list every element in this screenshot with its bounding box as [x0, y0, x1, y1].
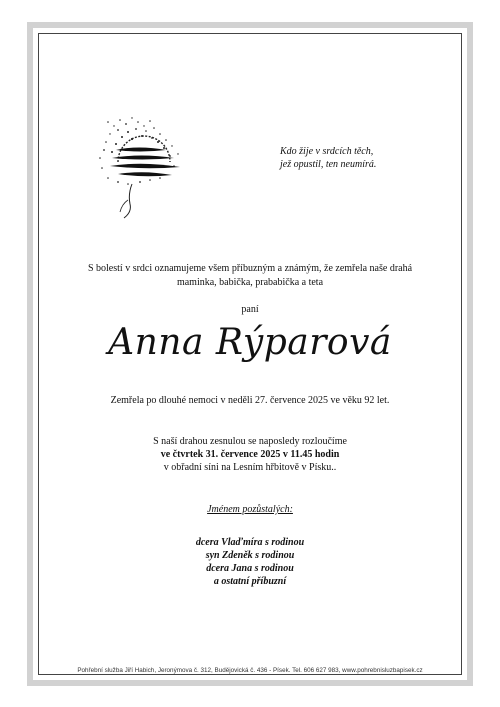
title-word: paní: [241, 304, 259, 315]
family-list: [40, 536, 460, 588]
footer-contact: Pohřební služba Jiří Habich, Jeronýmova č. 312, Budějovická č. 436 - Písek. Tel. 606 627 983, www.pohrebnisluzbapisek.cz: [77, 667, 423, 674]
farewell-place: v obřadní síni na Lesním hřbitově v Písku..: [163, 462, 337, 473]
family-member: dcera Vlaďmíra s rodinou: [195, 537, 305, 548]
announcement-line: maminka, babička, prababička a teta: [176, 277, 324, 288]
farewell-line: S naší drahou zesnulou se naposledy rozloučíme: [153, 436, 347, 447]
farewell-info: [40, 435, 460, 474]
deceased-name: Anna Rýparová: [108, 322, 392, 363]
motto-quote: [280, 145, 410, 171]
announcement-line: S bolestí v srdci oznamujeme všem příbuzným a známým, že zemřela naše drahá: [87, 263, 413, 274]
farewell-date-time: ve čtvrtek 31. července 2025 v 11.45 hodin: [160, 449, 340, 460]
announcement-text: [40, 262, 460, 290]
behalf-heading: Jménem pozůstalých:: [207, 504, 293, 515]
death-notice: Zemřela po dlouhé nemoci v neděli 27. července 2025 ve věku 92 let.: [110, 395, 390, 406]
family-member: syn Zdeněk s rodinou: [205, 550, 295, 561]
family-member: dcera Jana s rodinou: [206, 563, 294, 574]
sunset-over-water-icon: [88, 112, 203, 222]
motto-line: Kdo žije v srdcích těch,: [280, 146, 374, 157]
family-member: a ostatní příbuzní: [213, 576, 287, 587]
motto-line: jež opustil, ten neumírá.: [280, 159, 377, 170]
